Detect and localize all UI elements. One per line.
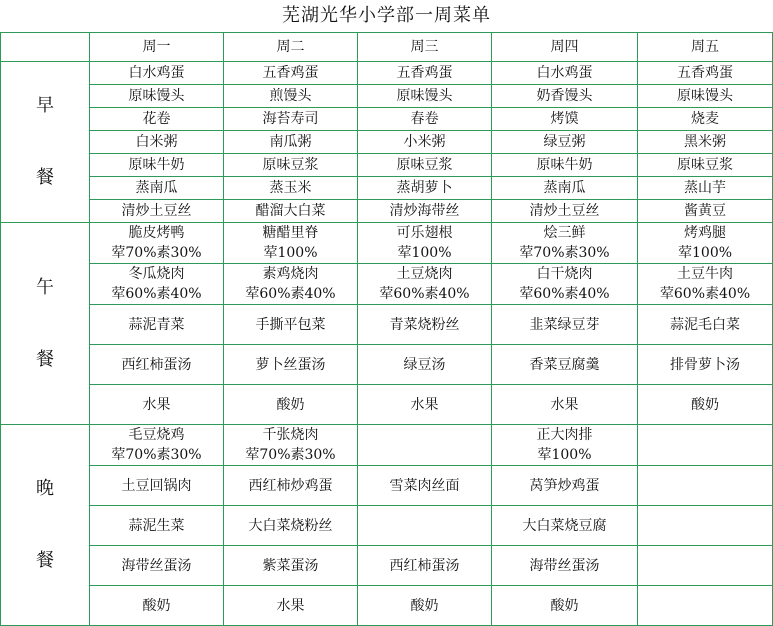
day-header-tue: 周二 <box>224 33 358 62</box>
dish-name: 酸奶 <box>492 586 638 626</box>
dish-name: 水果 <box>224 586 358 626</box>
dinner-cell-mon <box>90 425 224 466</box>
corner-cell <box>1 33 90 62</box>
dish-name: 烤鸡腿 <box>684 225 727 241</box>
dish-name: 土豆烧肉 <box>396 266 453 282</box>
day-header-row <box>1 33 773 62</box>
dish-name: 酸奶 <box>224 385 358 425</box>
dish-name <box>638 586 773 626</box>
dish-name: 原味豆浆 <box>638 154 773 177</box>
dinner-cell-fri <box>638 425 773 466</box>
dish-name: 糖醋里脊 <box>262 225 319 241</box>
dish-name: 南瓜粥 <box>224 131 358 154</box>
dish-name: 白水鸡蛋 <box>90 62 224 85</box>
dish-name: 莴笋炒鸡蛋 <box>492 466 638 506</box>
menu-title: 芜湖光华小学部一周菜单 <box>1 0 773 33</box>
dish-name: 烩三鲜 <box>543 225 586 241</box>
day-header-thu: 周四 <box>492 33 638 62</box>
dinner-cell-tue <box>224 425 358 466</box>
dish-name: 海带丝蛋汤 <box>90 546 224 586</box>
dish-name: 西红柿蛋汤 <box>90 345 224 385</box>
dish-name: 青菜烧粉丝 <box>358 305 492 345</box>
dish-name: 白水鸡蛋 <box>492 62 638 85</box>
meat-veg-ratio: 荤60%素40% <box>519 286 610 302</box>
dish-name: 酸奶 <box>90 586 224 626</box>
dish-name <box>358 425 491 446</box>
dish-name: 蒜泥生菜 <box>90 506 224 546</box>
title-row <box>1 0 773 33</box>
day-header-wed: 周三 <box>358 33 492 62</box>
lunch-label-char: 午 <box>36 276 54 298</box>
breakfast-row <box>1 200 773 223</box>
dinner-label-char: 餐 <box>36 550 54 571</box>
dinner-cell-wed <box>358 425 492 466</box>
dish-name: 雪菜肉丝面 <box>358 466 492 506</box>
dish-name: 五香鸡蛋 <box>358 62 492 85</box>
dish-name: 春卷 <box>358 108 492 131</box>
meat-veg-ratio: 荤100% <box>263 245 318 261</box>
dish-name: 香菜豆腐羹 <box>492 345 638 385</box>
meat-veg-ratio: 荤60%素40% <box>659 286 751 302</box>
dish-name <box>638 466 773 506</box>
dish-name: 原味馒头 <box>638 85 773 108</box>
meat-veg-ratio <box>358 446 491 465</box>
dish-name: 酸奶 <box>358 586 492 626</box>
dish-name: 清炒土豆丝 <box>492 200 638 223</box>
dish-name: 蒜泥毛白菜 <box>638 305 773 345</box>
dish-name: 土豆回锅肉 <box>90 466 224 506</box>
dish-name: 可乐翅根 <box>396 225 453 241</box>
dish-name: 原味豆浆 <box>358 154 492 177</box>
dish-name: 原味豆浆 <box>224 154 358 177</box>
dish-name: 冬瓜烧肉 <box>128 266 185 282</box>
breakfast-row <box>1 177 773 200</box>
lunch-label <box>1 223 90 425</box>
dish-name: 萝卜丝蛋汤 <box>224 345 358 385</box>
meat-veg-ratio: 荤70%素30% <box>111 447 202 463</box>
dish-name: 土豆牛肉 <box>677 266 734 282</box>
dish-name <box>638 425 772 446</box>
dish-name: 蒸胡萝卜 <box>358 177 492 200</box>
dish-name: 水果 <box>90 385 224 425</box>
lunch-cell-fri <box>638 264 773 305</box>
dish-name: 蒸玉米 <box>224 177 358 200</box>
meat-veg-ratio <box>638 446 772 465</box>
dish-name <box>638 546 773 586</box>
breakfast-row <box>1 108 773 131</box>
dish-name: 西红柿蛋汤 <box>358 546 492 586</box>
dish-name: 原味牛奶 <box>90 154 224 177</box>
meat-veg-ratio: 荤60%素40% <box>245 286 336 302</box>
dish-name: 蒸南瓜 <box>90 177 224 200</box>
dish-name: 排骨萝卜汤 <box>638 345 773 385</box>
dish-name: 紫菜蛋汤 <box>224 546 358 586</box>
dish-name: 酸奶 <box>638 385 773 425</box>
meat-veg-ratio: 荤70%素30% <box>111 245 202 261</box>
meat-veg-ratio: 荤100% <box>678 245 733 261</box>
dinner-label <box>1 425 90 626</box>
lunch-cell-mon <box>90 223 224 264</box>
dish-name: 清炒海带丝 <box>358 200 492 223</box>
dish-name: 蒸山芋 <box>638 177 773 200</box>
lunch-cell-mon <box>90 264 224 305</box>
dish-name: 蒸南瓜 <box>492 177 638 200</box>
lunch-cell-wed <box>358 264 492 305</box>
dish-name: 煎馒头 <box>224 85 358 108</box>
dish-name: 素鸡烧肉 <box>262 266 319 282</box>
dish-name <box>638 506 773 546</box>
dish-name: 海苔寿司 <box>224 108 358 131</box>
lunch-row <box>1 385 773 425</box>
dish-name: 手撕平包菜 <box>224 305 358 345</box>
breakfast-label-char: 早 <box>36 95 54 116</box>
meat-veg-ratio: 荤70%素30% <box>519 245 610 261</box>
dish-name: 酱黄豆 <box>638 200 773 223</box>
dinner-row <box>1 586 773 626</box>
dish-name: 白米粥 <box>90 131 224 154</box>
dish-name: 五香鸡蛋 <box>224 62 358 85</box>
dinner-row <box>1 425 773 466</box>
dish-name: 黑米粥 <box>638 131 773 154</box>
lunch-row <box>1 223 773 264</box>
dinner-row <box>1 466 773 506</box>
breakfast-row <box>1 131 773 154</box>
dish-name: 水果 <box>492 385 638 425</box>
meat-veg-ratio: 荤70%素30% <box>245 447 336 463</box>
lunch-cell-tue <box>224 223 358 264</box>
dish-name <box>358 506 492 546</box>
lunch-cell-wed <box>358 223 492 264</box>
lunch-row <box>1 264 773 305</box>
dish-name: 水果 <box>358 385 492 425</box>
meat-veg-ratio: 荤100% <box>537 447 592 463</box>
lunch-cell-fri <box>638 223 773 264</box>
breakfast-label-char: 餐 <box>36 167 54 188</box>
dish-name: 西红柿炒鸡蛋 <box>224 466 358 506</box>
dish-name: 原味牛奶 <box>492 154 638 177</box>
day-header-fri: 周五 <box>638 33 773 62</box>
dish-name: 烤馍 <box>492 108 638 131</box>
dinner-row <box>1 506 773 546</box>
dish-name: 五香鸡蛋 <box>638 62 773 85</box>
dish-name: 小米粥 <box>358 131 492 154</box>
meat-veg-ratio: 荤100% <box>397 245 452 261</box>
meat-veg-ratio: 荤60%素40% <box>379 286 470 302</box>
meat-veg-ratio: 荤60%素40% <box>111 286 202 302</box>
dish-name: 烧麦 <box>638 108 773 131</box>
dish-name: 醋溜大白菜 <box>224 200 358 223</box>
dish-name: 花卷 <box>90 108 224 131</box>
breakfast-label <box>1 62 90 223</box>
dinner-cell-thu <box>492 425 638 466</box>
dinner-row <box>1 546 773 586</box>
dish-name: 绿豆汤 <box>358 345 492 385</box>
dish-name: 正大肉排 <box>536 427 593 443</box>
dish-name: 大白菜烧豆腐 <box>492 506 638 546</box>
lunch-cell-tue <box>224 264 358 305</box>
dish-name: 韭菜绿豆芽 <box>492 305 638 345</box>
dish-name: 千张烧肉 <box>262 427 319 443</box>
dish-name: 原味馒头 <box>90 85 224 108</box>
lunch-row <box>1 345 773 385</box>
dish-name: 毛豆烧鸡 <box>128 427 185 443</box>
dish-name: 海带丝蛋汤 <box>492 546 638 586</box>
breakfast-row <box>1 85 773 108</box>
lunch-cell-thu <box>492 264 638 305</box>
dish-name: 绿豆粥 <box>492 131 638 154</box>
dish-name: 奶香馒头 <box>492 85 638 108</box>
breakfast-row <box>1 154 773 177</box>
dish-name: 清炒土豆丝 <box>90 200 224 223</box>
lunch-label-char: 餐 <box>36 348 54 370</box>
breakfast-row <box>1 62 773 85</box>
lunch-cell-thu <box>492 223 638 264</box>
dish-name: 白干烧肉 <box>536 266 593 282</box>
day-header-mon: 周一 <box>90 33 224 62</box>
dish-name: 原味馒头 <box>358 85 492 108</box>
lunch-row <box>1 305 773 345</box>
dish-name: 脆皮烤鸭 <box>128 225 185 241</box>
dish-name: 大白菜烧粉丝 <box>224 506 358 546</box>
dinner-label-char: 晚 <box>36 478 54 499</box>
dish-name: 蒜泥青菜 <box>90 305 224 345</box>
